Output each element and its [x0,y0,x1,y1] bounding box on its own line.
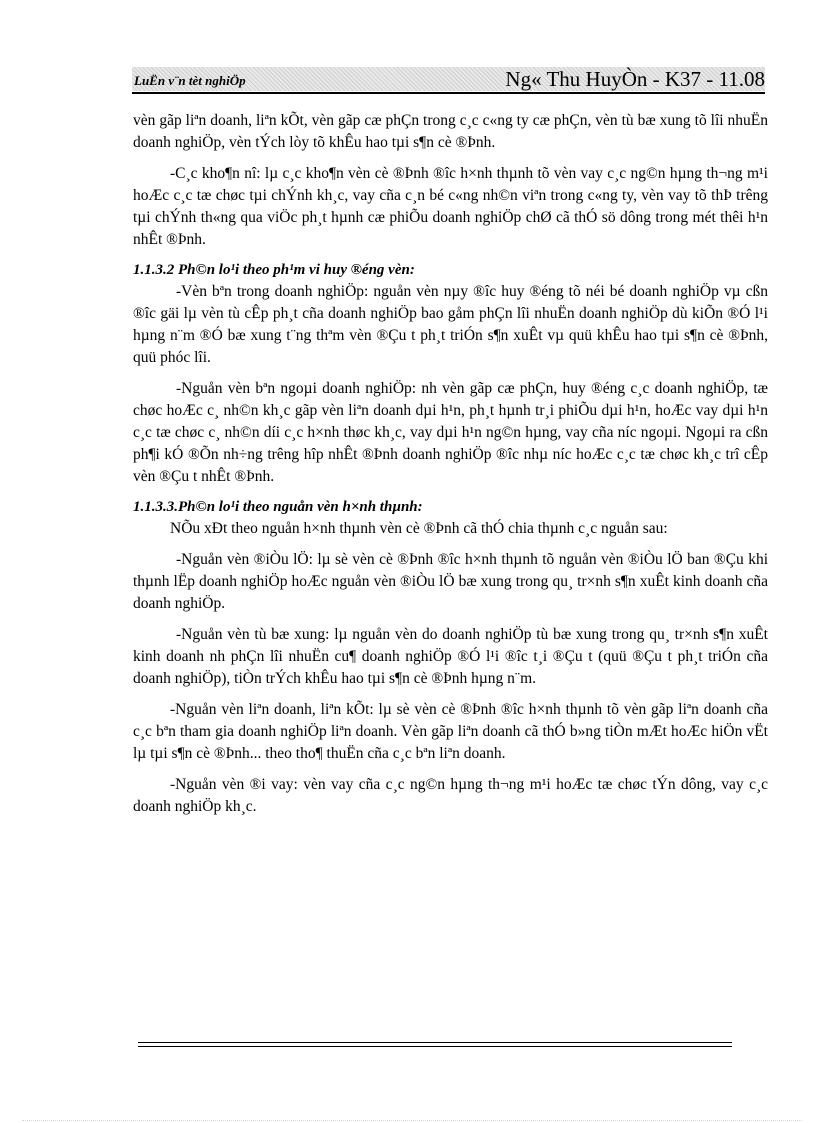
footer-rule-bottom [138,1046,732,1047]
footer-rule-top [138,1042,732,1043]
section-heading-1-1-3-2: 1.1.3.2 Ph©n lo¹i theo ph¹m vi huy ®éng vèn: [133,262,415,278]
paragraph-6: -Nguån vèn ®iÒu lÖ: lµ sè vèn cè ®Þnh ®îc h×nh thµnh tõ nguån vèn ®iÒu lÖ ban ®Çu khi thµnh lËp doanh nghiÖp hoÆc nguån vèn ®iÒu lÖ bæ xung trong qu¸ tr×nh s¶n xuÊt kinh doanh cña doanh nghiÖp. [133,551,768,612]
paragraph-9: -Nguån vèn ®i vay: vèn vay cña c¸c ng©n hµng th¬ng m¹i hoÆc tæ chøc tÝn dông, vay c¸c doanh nghiÖp kh¸c. [133,776,768,815]
paragraph-8: -Nguån vèn liªn doanh, liªn kÕt: lµ sè vèn cè ®Þnh ®îc h×nh thµnh tõ vèn gãp liªn doanh cña c¸c bªn tham gia doanh nghiÖp liªn doanh. Vèn gãp liªn doanh cã thÓ b»ng tiÒn mÆt hoÆc hiÖn vËt lµ tµi s¶n cè ®Þnh... theo tho¶ thuËn cña c¸c bªn liªn doanh. [133,701,768,762]
page-edge-line [22,1120,802,1121]
header-thesis-title: LuËn v¨n tèt nghiÖp [134,73,246,88]
paragraph-5: NÕu xÐt theo nguån h×nh thµnh vèn cè ®Þnh cã thÓ chia thµnh c¸c nguån sau: [170,520,668,537]
paragraph-7: -Nguån vèn tù bæ xung: lµ nguån vèn do doanh nghiÖp tù bæ xung trong qu¸ tr×nh s¶n xuÊt kinh doanh nh phÇn lîi nhuËn cu¶ doanh nghiÖp ®Ó l¹i ®îc t¸i ®Çu t (quü ®Çu t ph¸t triÓn cña doanh nghiÖp), tiÒn trÝch khÊu hao tµi s¶n cè ®Þnh hµng n¨m. [133,626,768,687]
paragraph-1: vèn gãp liªn doanh, liªn kÕt, vèn gãp cæ phÇn trong c¸c c«ng ty cæ phÇn, vèn tù bæ xung tõ lîi nhuËn doanh nghiÖp, vèn tÝch lòy tõ khÊu hao tµi s¶n cè ®Þnh. [133,112,768,151]
document-body [133,110,768,818]
paragraph-4: -Nguån vèn bªn ngoµi doanh nghiÖp: nh vèn gãp cæ phÇn, huy ®éng c¸c doanh nghiÖp, tæ chøc hoÆc c¸ nh©n kh¸c gãp vèn liªn doanh dµi h¹n, ph¸t hµnh tr¸i phiÕu dµi h¹n, hoÆc vay dµi h¹n c¸c tæ chøc c¸ nh©n díi c¸c h×nh thøc kh¸c, vay dµi h¹n ng©n hµng, vay cña níc ngoµi. Ngoµi ra cßn ph¶i kÓ ®Õn nh÷ng trêng hîp nhÊt ®Þnh doanh nghiÖp ®îc nhµ níc hoÆc c¸c tæ chøc kh¸c trî cÊp vèn ®Çu t nhÊt ®Þnh. [133,380,768,485]
paragraph-3: -Vèn bªn trong doanh nghiÖp: nguån vèn nµy ®îc huy ®éng tõ néi bé doanh nghiÖp vµ cßn ®îc gäi lµ vèn tù cÊp ph¸t cña doanh nghiÖp bao gåm phÇn lîi nhuËn doanh nghiÖp dù kiÕn ®Ó l¹i hµng n¨m ®Ó bæ xung t¨ng thªm vèn ®Çu t ph¸t triÓn s¶n xuÊt vµ quü khÊu hao tµi s¶n cè ®Þnh, quü phóc lîi. [133,283,768,366]
paragraph-2: -C¸c kho¶n nî: lµ c¸c kho¶n vèn cè ®Þnh ®îc h×nh thµnh tõ vèn vay c¸c ng©n hµng th¬ng m¹i hoÆc c¸c tæ chøc tµi chÝnh kh¸c, vay cña c¸n bé c«ng nh©n viªn trong c«ng ty, vèn vay tõ thÞ trêng tµi chÝnh th«ng qua viÖc ph¸t hµnh cæ phiÕu doanh nghiÖp chØ cã thÓ sö dông trong mét thêi h¹n nhÊt ®Þnh. [133,165,768,248]
page-header [132,67,765,93]
section-heading-1-1-3-3: 1.1.3.3.Ph©n lo¹i theo nguån vèn h×nh thµnh: [133,499,423,515]
header-author: Ng« Thu HuyÒn - K37 - 11.08 [505,67,765,91]
header-rule [132,92,765,94]
